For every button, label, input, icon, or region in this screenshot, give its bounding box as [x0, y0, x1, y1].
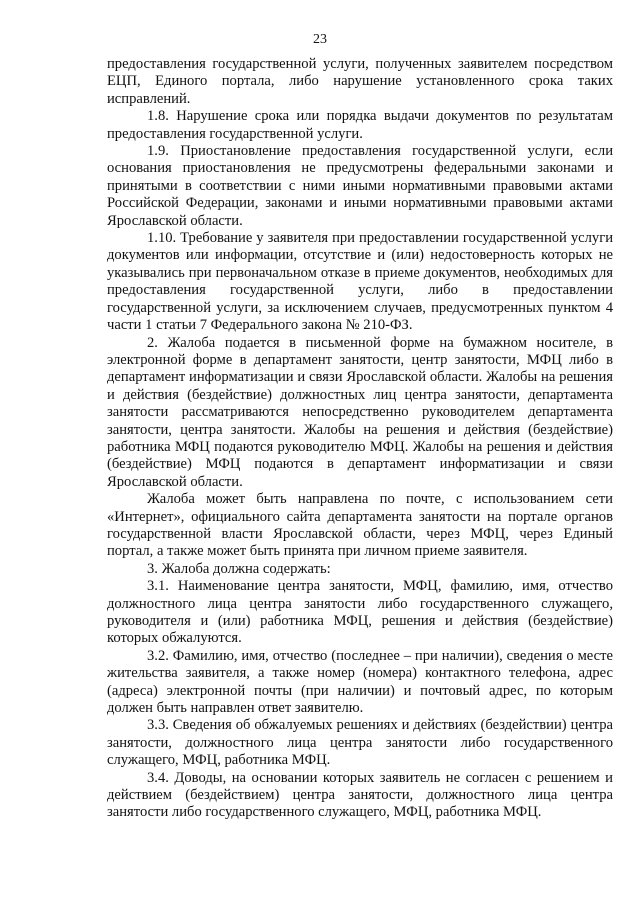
paragraph: 3.2. Фамилию, имя, отчество (последнее – при наличии), сведения о месте жительства заявителя, а также номер (номера) контактного телефона, адрес (адреса) электронной почты (при наличии) и почтовый адрес, по которым должен быть направлен ответ заявителю.	[107, 647, 613, 717]
document-body	[107, 56, 613, 822]
paragraph: предоставления государственной услуги, полученных заявителем посредством ЕЦП, Единого портала, либо нарушение установленного срока таких исправлений.	[107, 56, 613, 107]
paragraph: 3.1. Наименование центра занятости, МФЦ, фамилию, имя, отчество должностного лица центра занятости либо государственного служащего, руководителя и (или) работника МФЦ, решения и действия (бездействие) которых обжалуются.	[107, 578, 613, 647]
page-number: 23	[313, 32, 327, 47]
paragraph: 1.10. Требование у заявителя при предоставлении государственной услуги документов или информации, отсутствие и (или) недостоверность которых не указывались при первоначальном отказе в приеме документов, необходимых для предоставления государственной услуги, либо в предоставлении государственной услуги, за исключением случаев, предусмотренных пунктом 4 части 1 статьи 7 Федерального закона № 210-ФЗ.	[107, 230, 613, 334]
paragraph: 2. Жалоба подается в письменной форме на бумажном носителе, в электронной форме в департамент занятости, центр занятости, МФЦ либо в департамент информатизации и связи Ярославской области. Жалобы на решения и действия (бездействие) должностных лиц центра занятости, департамента занятости рассматриваются непосредственно руководителем департамента занятости, центра занятости. Жалобы на решения и действия (бездействие) работника МФЦ подаются руководителю МФЦ. Жалобы на решения и действия (бездействие) МФЦ подаются в департамент информатизации и связи Ярославской области.	[107, 334, 613, 490]
paragraph: 3.3. Сведения об обжалуемых решениях и действиях (бездействии) центра занятости, должностного лица центра занятости либо государственного служащего, МФЦ, работника МФЦ.	[107, 717, 613, 769]
paragraph: 3. Жалоба должна содержать:	[147, 560, 331, 577]
paragraph: 3.4. Доводы, на основании которых заявитель не согласен с решением и действием (бездействием) центра занятости, должностного лица центра занятости либо государственного служащего, МФЦ, работника МФЦ.	[107, 769, 613, 821]
paragraph: 1.9. Приостановление предоставления государственной услуги, если основания приостановления не предусмотрены федеральными законами и принятыми в соответствии с ними иными нормативными правовыми актами Российской Федерации, законами и иными нормативными правовыми актами Ярославской области.	[107, 143, 613, 229]
paragraph: Жалоба может быть направлена по почте, с использованием сети «Интернет», официального сайта департамента занятости на портале органов государственной власти Ярославской области, через МФЦ, через Единый портал, а также может быть принята при личном приеме заявителя.	[107, 491, 613, 560]
paragraph: 1.8. Нарушение срока или порядка выдачи документов по результатам предоставления государственной услуги.	[107, 108, 613, 142]
